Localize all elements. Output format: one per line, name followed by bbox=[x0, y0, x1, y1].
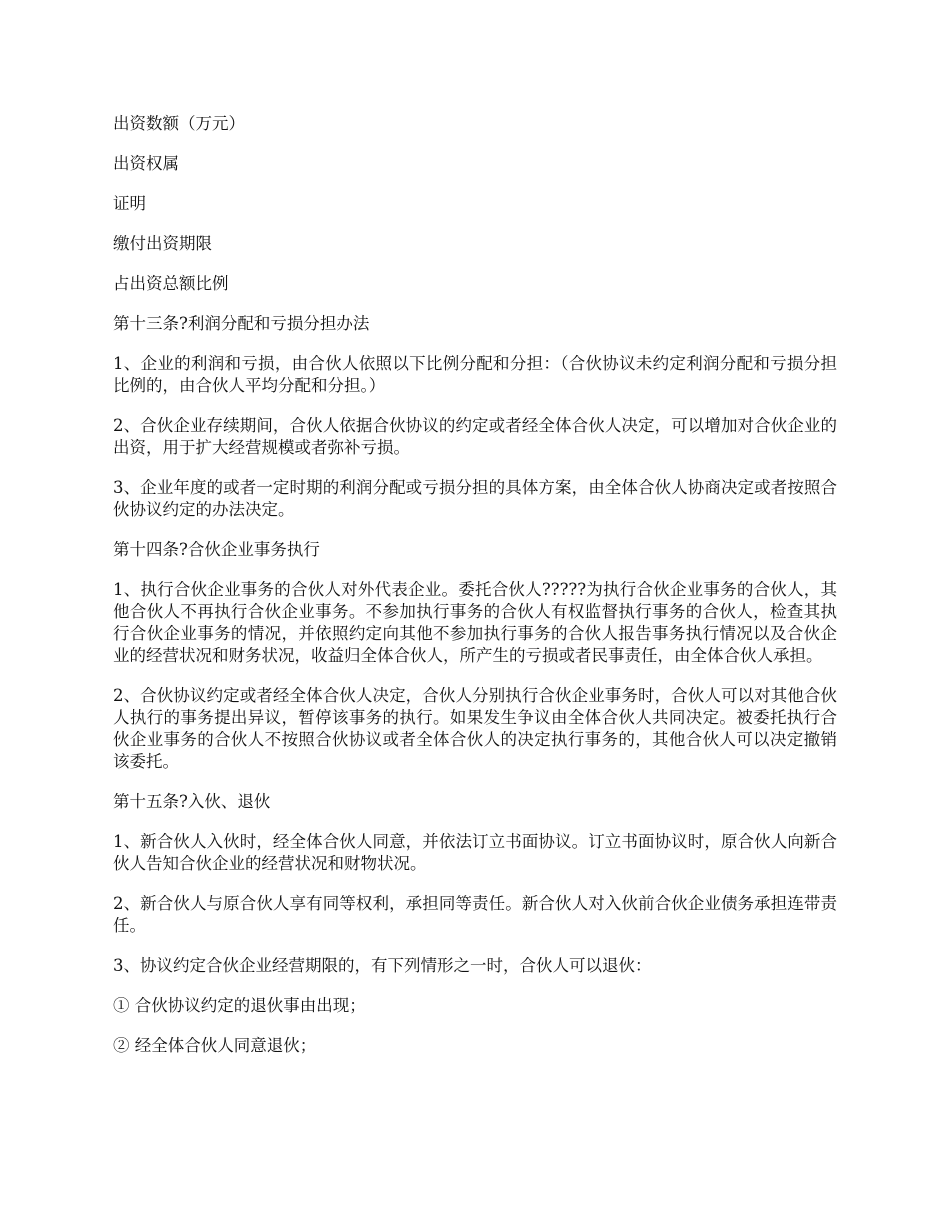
field-label-capital-amount: 出资数额（万元） bbox=[113, 114, 245, 133]
article-13-heading: 第十三条?利润分配和亏损分担办法 bbox=[113, 314, 370, 333]
article-13-clause-2: 2、合伙企业存续期间，合伙人依据合伙协议的约定或者经全体合伙人决定，可以增加对合伙企业的出资，用于扩大经营规模或者弥补亏损。 bbox=[113, 416, 837, 457]
article-14-clause-1: 1、执行合伙企业事务的合伙人对外代表企业。委托合伙人?????为执行合伙企业事务的合伙人，其他合伙人不再执行合伙企业事务。不参加执行事务的合伙人有权监督执行事务的合伙人，检查其执行合伙企业事务的情况，并依照约定向其他不参加执行事务的合伙人报告事务执行情况以及合伙企业的经营状况和财务状况，收益归全体合伙人，所产生的亏损或者民事责任，由全体合伙人承担。 bbox=[113, 580, 837, 665]
field-label-capital-ratio: 占出资总额比例 bbox=[113, 274, 229, 293]
document-page bbox=[113, 113, 837, 1075]
withdrawal-condition-2: ② 经全体合伙人同意退伙； bbox=[113, 1036, 317, 1055]
article-15-heading: 第十五条?入伙、退伙 bbox=[113, 792, 271, 811]
article-15-clause-2: 2、新合伙人与原合伙人享有同等权利，承担同等责任。新合伙人对入伙前合伙企业债务承担连带责任。 bbox=[113, 894, 837, 935]
article-13-clause-3: 3、企业年度的或者一定时期的利润分配或亏损分担的具体方案，由全体合伙人协商决定或者按照合伙协议约定的办法决定。 bbox=[113, 478, 837, 519]
article-13-clause-1: 1、企业的利润和亏损，由合伙人依照以下比例分配和分担：（合伙协议未约定利润分配和亏损分担比例的，由合伙人平均分配和分担。） bbox=[113, 354, 837, 395]
article-14-heading: 第十四条?合伙企业事务执行 bbox=[113, 540, 320, 559]
article-15-clause-1: 1、新合伙人入伙时，经全体合伙人同意，并依法订立书面协议。订立书面协议时，原合伙人向新合伙人告知合伙企业的经营状况和财物状况。 bbox=[113, 832, 837, 873]
field-label-certificate: 证明 bbox=[113, 194, 146, 213]
article-14-clause-2: 2、合伙协议约定或者经全体合伙人决定，合伙人分别执行合伙企业事务时，合伙人可以对其他合伙人执行的事务提出异议，暂停该事务的执行。如果发生争议由全体合伙人共同决定。被委托执行合伙企业事务的合伙人不按照合伙协议或者全体合伙人的决定执行事务的，其他合伙人可以决定撤销该委托。 bbox=[113, 686, 837, 771]
article-15-clause-3: 3、协议约定合伙企业经营期限的，有下列情形之一时，合伙人可以退伙： bbox=[113, 956, 652, 975]
field-label-payment-deadline: 缴付出资期限 bbox=[113, 234, 212, 253]
field-label-capital-ownership: 出资权属 bbox=[113, 154, 179, 173]
withdrawal-condition-1: ① 合伙协议约定的退伙事由出现； bbox=[113, 996, 366, 1015]
